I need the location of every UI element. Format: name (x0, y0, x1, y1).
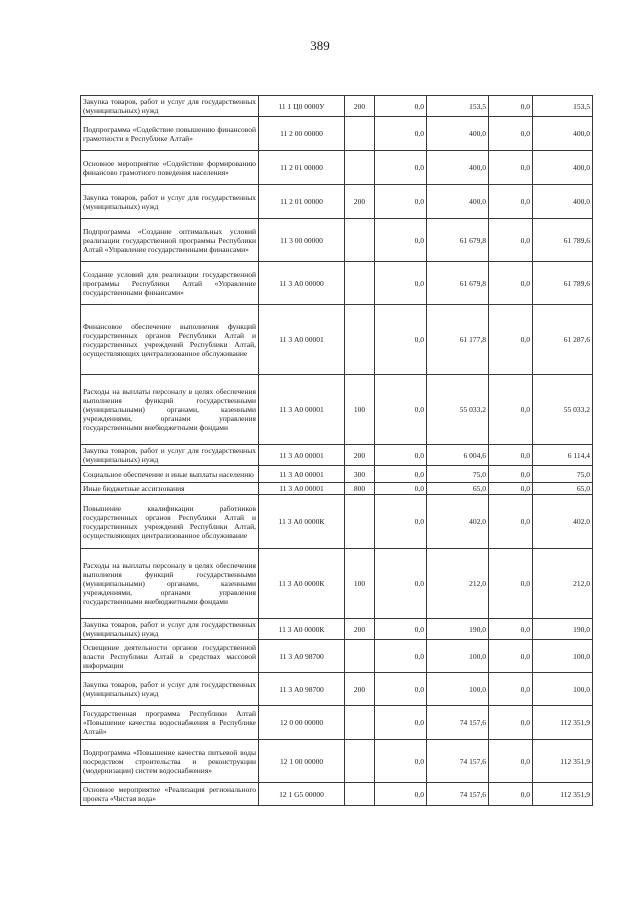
row-value-cell: 100,0 (533, 640, 593, 673)
table-row (81, 483, 593, 495)
table-row (81, 185, 593, 219)
row-value-cell: 0,0 (375, 466, 427, 483)
table-row (81, 783, 593, 806)
row-name-cell: Подпрограмма «Создание оптимальных условий реализации государственной программы Республики Алтай «Управление государственными финансами» (81, 219, 259, 262)
row-value-cell: 0,0 (375, 96, 427, 117)
row-value-cell: 400,0 (427, 151, 489, 185)
row-value-cell: 153,5 (427, 96, 489, 117)
row-value-cell: 0,0 (375, 740, 427, 783)
table-row (81, 262, 593, 305)
row-code-cell: 11 2 01 00000 (259, 151, 345, 185)
row-value-cell: 0,0 (375, 151, 427, 185)
row-value-cell: 112 351,9 (533, 740, 593, 783)
row-name-cell: Закупка товаров, работ и услуг для государственных (муниципальных) нужд (81, 96, 259, 117)
row-value-cell: 0,0 (489, 445, 533, 466)
row-code-cell: 11 3 А0 0000К (259, 619, 345, 640)
row-code-cell: 12 1 00 00000 (259, 740, 345, 783)
row-value-cell: 112 351,9 (533, 706, 593, 740)
row-value-cell: 0,0 (489, 117, 533, 151)
table-row (81, 151, 593, 185)
row-name-cell: Повышение квалификации работников государственных органов Республики Алтай и государственных учреждений Республики Алтай, осуществляющих централизованное обслуживание (81, 495, 259, 549)
row-value-cell: 0,0 (489, 466, 533, 483)
row-expense-type-cell: 100 (345, 549, 375, 619)
table-row (81, 706, 593, 740)
table-row (81, 495, 593, 549)
row-name-cell: Закупка товаров, работ и услуг для государственных (муниципальных) нужд (81, 673, 259, 706)
row-value-cell: 190,0 (533, 619, 593, 640)
row-value-cell: 0,0 (489, 375, 533, 445)
row-name-cell: Иные бюджетные ассигнования (81, 483, 259, 495)
row-code-cell: 11 3 А0 0000К (259, 549, 345, 619)
row-code-cell: 11 3 А0 00001 (259, 305, 345, 375)
row-value-cell: 0,0 (375, 445, 427, 466)
row-expense-type-cell: 300 (345, 466, 375, 483)
table-row (81, 117, 593, 151)
row-value-cell: 190,0 (427, 619, 489, 640)
row-value-cell: 0,0 (489, 96, 533, 117)
row-value-cell: 0,0 (489, 483, 533, 495)
row-code-cell: 11 2 01 00000 (259, 185, 345, 219)
row-value-cell: 0,0 (489, 706, 533, 740)
table-row (81, 445, 593, 466)
row-value-cell: 100,0 (533, 673, 593, 706)
row-value-cell: 0,0 (375, 706, 427, 740)
row-value-cell: 0,0 (489, 783, 533, 806)
row-code-cell: 11 2 00 00000 (259, 117, 345, 151)
row-value-cell: 0,0 (375, 375, 427, 445)
row-expense-type-cell (345, 495, 375, 549)
row-expense-type-cell (345, 117, 375, 151)
row-value-cell: 0,0 (375, 262, 427, 305)
row-value-cell: 0,0 (489, 740, 533, 783)
row-name-cell: Финансовое обеспечение выполнения функций государственных органов Республики Алтай и государственных учреждений Республики Алтай, осуществляющих централизованное обслуживание (81, 305, 259, 375)
row-expense-type-cell: 200 (345, 185, 375, 219)
row-code-cell: 11 3 А0 00001 (259, 445, 345, 466)
row-value-cell: 75,0 (533, 466, 593, 483)
row-code-cell: 11 3 А0 0000К (259, 495, 345, 549)
row-value-cell: 400,0 (533, 185, 593, 219)
table-row (81, 673, 593, 706)
row-expense-type-cell (345, 262, 375, 305)
row-value-cell: 100,0 (427, 673, 489, 706)
row-value-cell: 0,0 (489, 305, 533, 375)
table-row (81, 219, 593, 262)
table-row (81, 96, 593, 117)
row-expense-type-cell (345, 219, 375, 262)
row-code-cell: 11 3 А0 98700 (259, 640, 345, 673)
row-expense-type-cell (345, 305, 375, 375)
row-code-cell: 11 3 А0 98700 (259, 673, 345, 706)
table-row (81, 375, 593, 445)
row-value-cell: 0,0 (489, 262, 533, 305)
table-row (81, 305, 593, 375)
row-value-cell: 100,0 (427, 640, 489, 673)
row-value-cell: 6 004,6 (427, 445, 489, 466)
row-value-cell: 400,0 (427, 117, 489, 151)
row-code-cell: 11 3 А0 00000 (259, 262, 345, 305)
row-value-cell: 0,0 (489, 673, 533, 706)
row-value-cell: 402,0 (533, 495, 593, 549)
row-expense-type-cell: 200 (345, 673, 375, 706)
row-value-cell: 0,0 (375, 673, 427, 706)
row-value-cell: 112 351,9 (533, 783, 593, 806)
row-code-cell: 12 1 G5 00000 (259, 783, 345, 806)
row-value-cell: 212,0 (533, 549, 593, 619)
row-value-cell: 61 679,8 (427, 219, 489, 262)
row-name-cell: Подпрограмма «Повышение качества питьевой воды посредством строительства и реконструкции (модернизации) систем водоснабжения» (81, 740, 259, 783)
table-row (81, 640, 593, 673)
row-name-cell: Основное мероприятие «Содействие формированию финансово грамотного поведения населения» (81, 151, 259, 185)
row-value-cell: 400,0 (427, 185, 489, 219)
row-name-cell: Расходы на выплаты персоналу в целях обеспечения выполнения функций государственными (муниципальными) органами, казенными учреждениями, органами управления государственными внебюджетными фондами (81, 549, 259, 619)
page-number: 389 (310, 38, 330, 53)
row-value-cell: 212,0 (427, 549, 489, 619)
row-code-cell: 11 3 А0 00001 (259, 375, 345, 445)
row-code-cell: 11 3 А0 00001 (259, 466, 345, 483)
row-value-cell: 153,5 (533, 96, 593, 117)
row-value-cell: 0,0 (375, 640, 427, 673)
row-value-cell: 55 033,2 (533, 375, 593, 445)
row-value-cell: 0,0 (375, 495, 427, 549)
row-value-cell: 61 287,6 (533, 305, 593, 375)
row-value-cell: 61 679,8 (427, 262, 489, 305)
row-value-cell: 61 789,6 (533, 219, 593, 262)
row-value-cell: 0,0 (489, 549, 533, 619)
budget-table (80, 95, 593, 806)
row-value-cell: 0,0 (375, 305, 427, 375)
row-value-cell: 0,0 (375, 117, 427, 151)
row-name-cell: Основное мероприятие «Реализация регионального проекта «Чистая вода» (81, 783, 259, 806)
row-value-cell: 400,0 (533, 151, 593, 185)
row-code-cell: 11 1 Ц0 0000У (259, 96, 345, 117)
row-expense-type-cell (345, 706, 375, 740)
row-name-cell: Освещение деятельности органов государственной власти Республики Алтай в средствах массовой информации (81, 640, 259, 673)
row-expense-type-cell: 200 (345, 96, 375, 117)
row-name-cell: Подпрограмма «Содействие повышению финансовой грамотности в Республике Алтай» (81, 117, 259, 151)
row-expense-type-cell (345, 640, 375, 673)
row-expense-type-cell: 100 (345, 375, 375, 445)
row-expense-type-cell (345, 783, 375, 806)
row-expense-type-cell: 200 (345, 445, 375, 466)
row-name-cell: Социальное обеспечение и иные выплаты населению (81, 466, 259, 483)
row-expense-type-cell: 200 (345, 619, 375, 640)
row-value-cell: 0,0 (489, 151, 533, 185)
row-value-cell: 0,0 (375, 549, 427, 619)
row-value-cell: 0,0 (489, 495, 533, 549)
row-value-cell: 61 177,8 (427, 305, 489, 375)
row-name-cell: Закупка товаров, работ и услуг для государственных (муниципальных) нужд (81, 185, 259, 219)
row-value-cell: 0,0 (375, 783, 427, 806)
row-name-cell: Расходы на выплаты персоналу в целях обеспечения выполнения функций государственными (муниципальными) органами, казенными учреждениями, органами управления государственными внебюджетными фондами (81, 375, 259, 445)
row-expense-type-cell (345, 151, 375, 185)
row-name-cell: Создание условий для реализации государственной программы Республики Алтай «Управление государственными финансами» (81, 262, 259, 305)
row-value-cell: 6 114,4 (533, 445, 593, 466)
row-name-cell: Закупка товаров, работ и услуг для государственных (муниципальных) нужд (81, 619, 259, 640)
row-value-cell: 0,0 (375, 619, 427, 640)
row-value-cell: 0,0 (489, 185, 533, 219)
table-row (81, 466, 593, 483)
row-code-cell: 12 0 00 00000 (259, 706, 345, 740)
row-value-cell: 400,0 (533, 117, 593, 151)
table-row (81, 619, 593, 640)
row-value-cell: 0,0 (489, 219, 533, 262)
row-name-cell: Закупка товаров, работ и услуг для государственных (муниципальных) нужд (81, 445, 259, 466)
row-code-cell: 11 3 А0 00001 (259, 483, 345, 495)
row-value-cell: 0,0 (375, 483, 427, 495)
row-value-cell: 74 157,6 (427, 706, 489, 740)
row-value-cell: 61 789,6 (533, 262, 593, 305)
row-value-cell: 65,0 (533, 483, 593, 495)
row-code-cell: 11 3 00 00000 (259, 219, 345, 262)
row-value-cell: 74 157,6 (427, 783, 489, 806)
row-value-cell: 55 033,2 (427, 375, 489, 445)
row-value-cell: 402,0 (427, 495, 489, 549)
table-row (81, 549, 593, 619)
row-value-cell: 0,0 (489, 640, 533, 673)
table-row (81, 740, 593, 783)
row-expense-type-cell: 800 (345, 483, 375, 495)
row-value-cell: 0,0 (489, 619, 533, 640)
row-expense-type-cell (345, 740, 375, 783)
row-value-cell: 65,0 (427, 483, 489, 495)
row-value-cell: 0,0 (375, 219, 427, 262)
row-value-cell: 0,0 (375, 185, 427, 219)
row-name-cell: Государственная программа Республики Алтай «Повышение качества водоснабжения в Республике Алтай» (81, 706, 259, 740)
row-value-cell: 75,0 (427, 466, 489, 483)
row-value-cell: 74 157,6 (427, 740, 489, 783)
